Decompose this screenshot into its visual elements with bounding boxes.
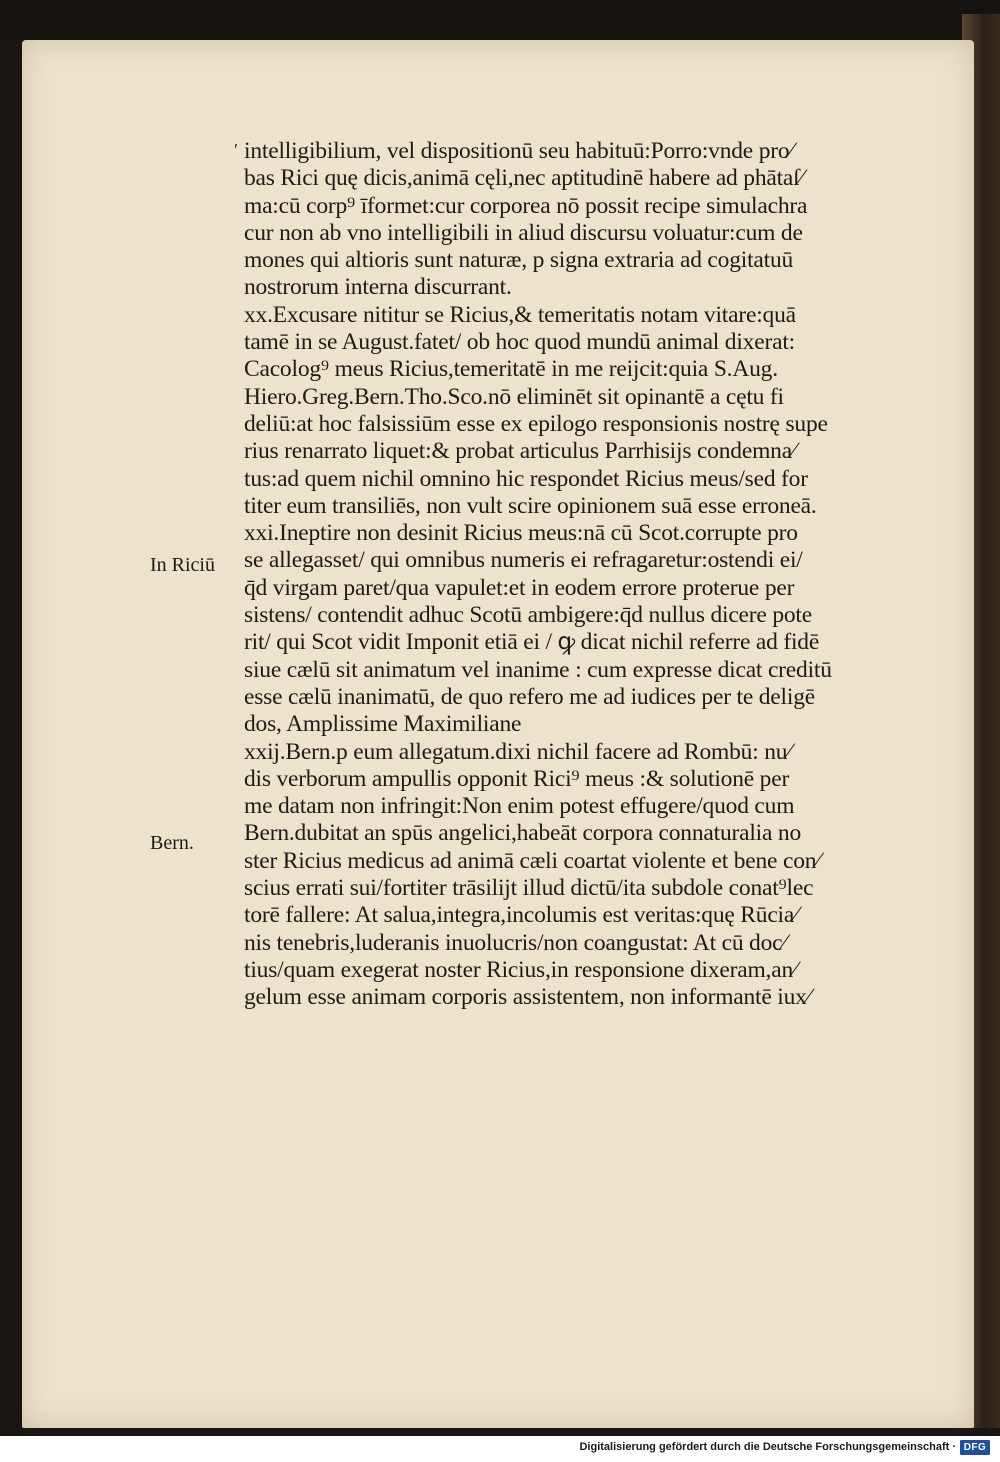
text-line: tius/quam exegerat noster Ricius,in responsione dixeram,an∕ [244, 956, 797, 983]
text-line: tus:ad quem nichil omnino hic respondet Ricius meus/sed for [244, 465, 808, 492]
text-line: sistens/ contendit adhuc Scotū ambigere:q̄d nullus dicere pote [244, 602, 812, 629]
text-line: cur non ab vno intelligibili in aliud discursu voluatur:cum de [244, 219, 803, 246]
text-line: rit/ qui Scot vidit Imponit etiā ei / ꝙ dicat nichil referre ad fidē [244, 629, 820, 656]
text-line: xxij.Bern.p eum allegatum.dixi nichil facere ad Rombū: nu∕ [244, 738, 792, 765]
dfg-logo: DFG [960, 1440, 990, 1455]
text-line: Hiero.Greg.Bern.Tho.Sco.nō eliminēt sit opinantē a cętu fi [244, 383, 784, 410]
main-text [244, 138, 934, 1012]
text-line: rius renarrato liquet:& probat articulus Parrhisijs condemna∕ [244, 438, 796, 465]
text-line: nis tenebris,luderanis inuolucris/non coangustat: At cū doc∕ [244, 929, 787, 956]
text-line: tamē in se August.fatet/ ob hoc quod mundū animal dixerat: [244, 329, 795, 356]
text-line: deliū:at hoc falsissiūm esse ex epilogo responsionis nostrę supe [244, 410, 828, 437]
text-line: se allegasset/ qui omnibus numeris ei refragaretur:ostendi ei/ [244, 547, 803, 574]
text-line: Bern.dubitat an spūs angelici,habeāt corpora connaturalia no [244, 820, 802, 847]
text-line: ma:cū corp⁹ īformet:cur corporea nō possit recipe simulachra [244, 192, 808, 219]
text-line: esse cælū inanimatū, de quo refero me ad iudices per te deligē [244, 683, 815, 710]
text-line: nostrorum interna discurrant. [244, 274, 512, 301]
margin-note-in-ricium: In Riciū [150, 554, 215, 576]
text-line: ster Ricius medicus ad animā cæli coartat violente et bene con∕ [244, 847, 821, 874]
text-line: mones qui altioris sunt naturæ, p signa extraria ad cogitatuū [244, 247, 794, 274]
text-line: q̄d virgam paret/qua vapulet:et in eodem errore proterue per [244, 574, 795, 601]
text-line: siue cælū sit animatum vel inanime : cum expresse dicat creditū [244, 656, 832, 683]
text-line: scius errati sui/fortiter trāsilijt illud dictū/ita subdole conat⁹lec [244, 875, 814, 902]
text-line: Cacolog⁹ meus Ricius,temeritatē in me reijcit:quia S.Aug. [244, 356, 778, 383]
text-line: xxi.Ineptire non desinit Ricius meus:nā cū Scot.corrupte pro [244, 520, 798, 547]
scan-top-edge [0, 0, 1000, 40]
text-line: me datam non infringit:Non enim potest effugere/quod cum [244, 793, 795, 820]
text-line: gelum esse animam corporis assistentem, non informantē iux∕ [244, 984, 811, 1011]
funding-credit: Digitalisierung gefördert durch die Deutsche Forschungsgemeinschaft · [579, 1441, 956, 1453]
text-line: xx.Excusare nititur se Ricius,& temeritatis notam vitare:quā [244, 301, 796, 328]
text-line: dis verborum ampullis opponit Rici⁹ meus :& solutionē per [244, 765, 790, 792]
marginal-mark: ′ [234, 140, 238, 160]
text-line: bas Rici quę dicis,animā cęli,nec aptitudinē habere ad phātaſ∕ [244, 165, 804, 192]
text-line: dos, Amplissime Maximiliane [244, 711, 522, 738]
margin-note-bern: Bern. [150, 832, 194, 854]
text-line: titer eum transiliēs, non vult scire opinionem suā esse erroneā. [244, 492, 817, 519]
text-line: intelligibilium, vel dispositionū seu habituū:Porro:vnde pro∕ [244, 138, 794, 164]
text-line: torē fallere: At salua,integra,incolumis est veritas:quę Rūcia∕ [244, 902, 798, 929]
